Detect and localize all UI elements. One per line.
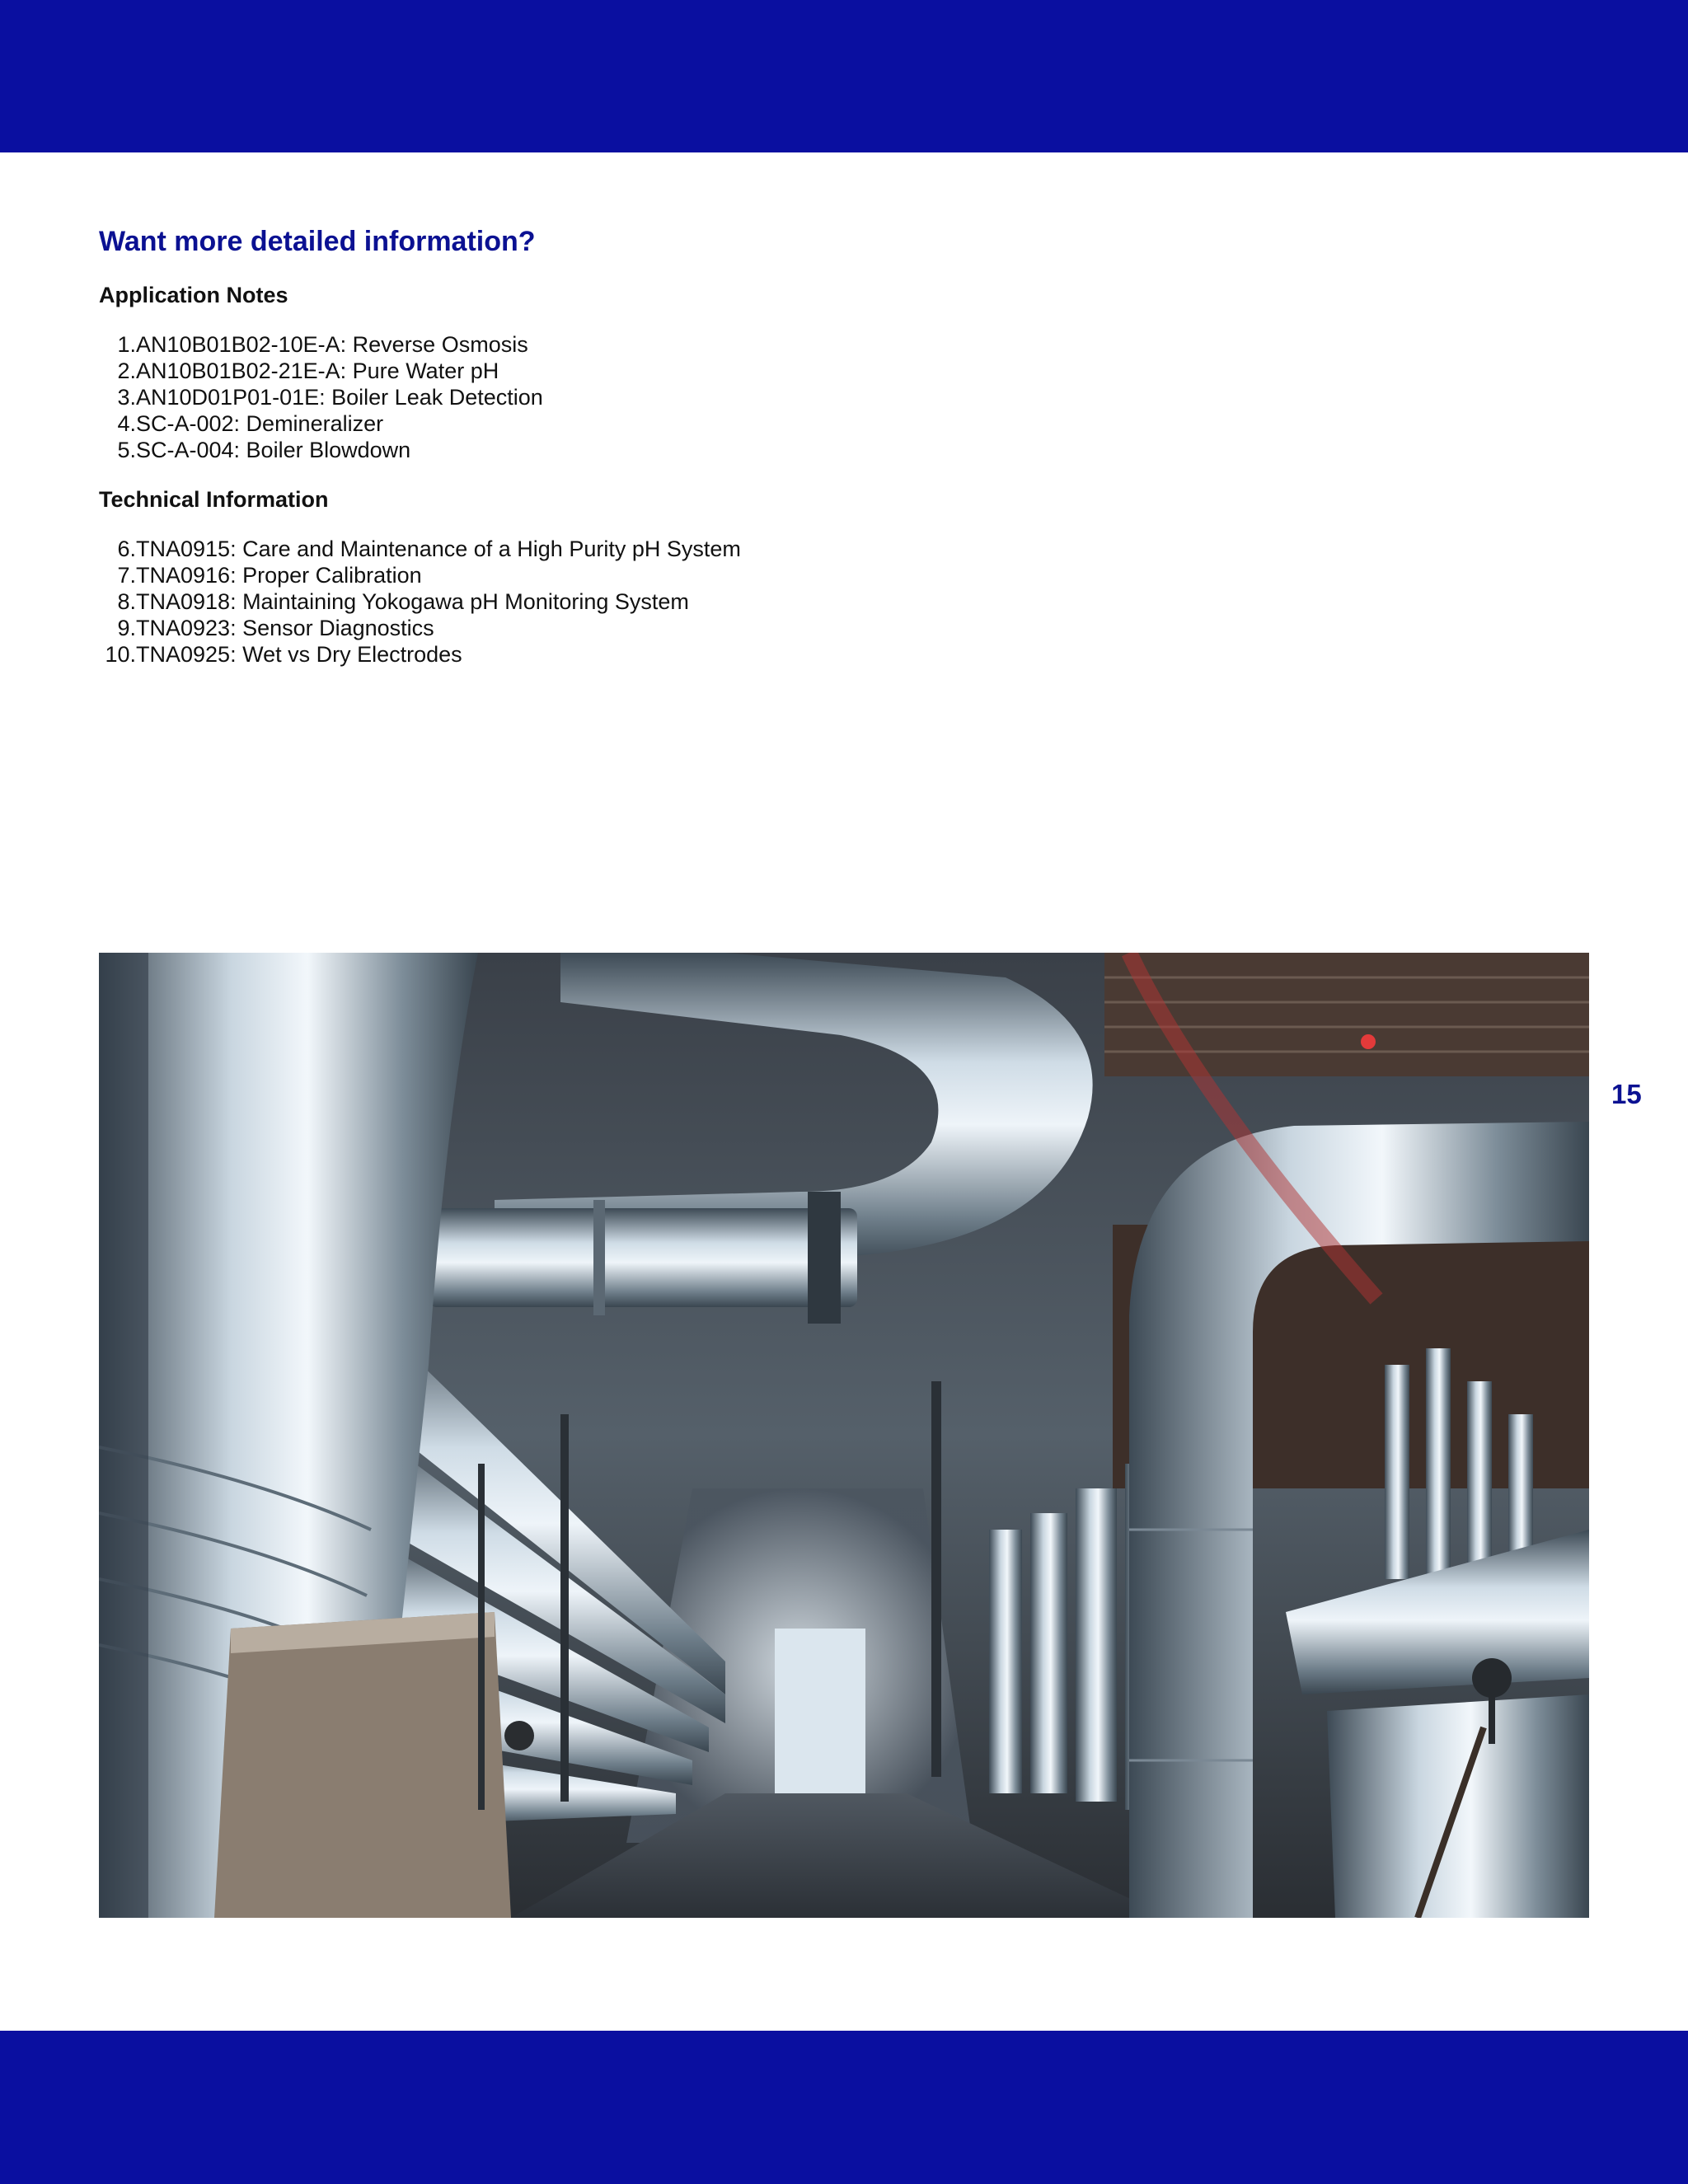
application-notes-title: Application Notes — [99, 283, 288, 307]
industrial-piping-photo — [99, 953, 1589, 1918]
list-item-text: SC-A-002: Demineralizer — [136, 411, 384, 436]
list-item[interactable] — [99, 615, 1088, 641]
list-item-number: 8. — [117, 589, 136, 614]
list-item-number: 3. — [117, 385, 136, 410]
list-item-text: TNA0915: Care and Maintenance of a High Purity pH System — [136, 537, 741, 561]
list-item-number: 5. — [117, 438, 136, 462]
list-item[interactable] — [99, 410, 1088, 437]
top-brand-band — [0, 0, 1688, 152]
info-section — [99, 221, 1088, 668]
list-item[interactable] — [99, 358, 1088, 384]
list-item[interactable] — [99, 437, 1088, 463]
list-item[interactable] — [99, 562, 1088, 588]
list-item-text: AN10B01B02-10E-A: Reverse Osmosis — [136, 332, 528, 357]
list-item-number: 4. — [117, 411, 136, 436]
list-item[interactable] — [99, 384, 1088, 410]
application-notes-list — [99, 331, 1088, 463]
list-item[interactable] — [99, 331, 1088, 358]
page-number: 15 — [1611, 1079, 1642, 1109]
list-item-text: TNA0916: Proper Calibration — [136, 563, 422, 588]
list-item-text: SC-A-004: Boiler Blowdown — [136, 438, 411, 462]
list-item-text: TNA0925: Wet vs Dry Electrodes — [136, 642, 462, 667]
list-item-text: TNA0923: Sensor Diagnostics — [136, 616, 434, 640]
list-item[interactable] — [99, 536, 1088, 562]
bottom-brand-band — [0, 2031, 1688, 2184]
list-item-number: 2. — [117, 359, 136, 383]
list-item-number: 10. — [105, 642, 136, 667]
list-item-text: TNA0918: Maintaining Yokogawa pH Monitoring System — [136, 589, 689, 614]
page-heading: Want more detailed information? — [99, 226, 536, 257]
list-item-number: 6. — [117, 537, 136, 561]
list-item-number: 7. — [117, 563, 136, 588]
list-item-text: AN10B01B02-21E-A: Pure Water pH — [136, 359, 499, 383]
list-item-text: AN10D01P01-01E: Boiler Leak Detection — [136, 385, 543, 410]
list-item-number: 9. — [117, 616, 136, 640]
list-item[interactable] — [99, 641, 1088, 668]
technical-information-list — [99, 536, 1088, 668]
technical-information-title: Technical Information — [99, 487, 329, 512]
list-item-number: 1. — [117, 332, 136, 357]
list-item[interactable] — [99, 588, 1088, 615]
